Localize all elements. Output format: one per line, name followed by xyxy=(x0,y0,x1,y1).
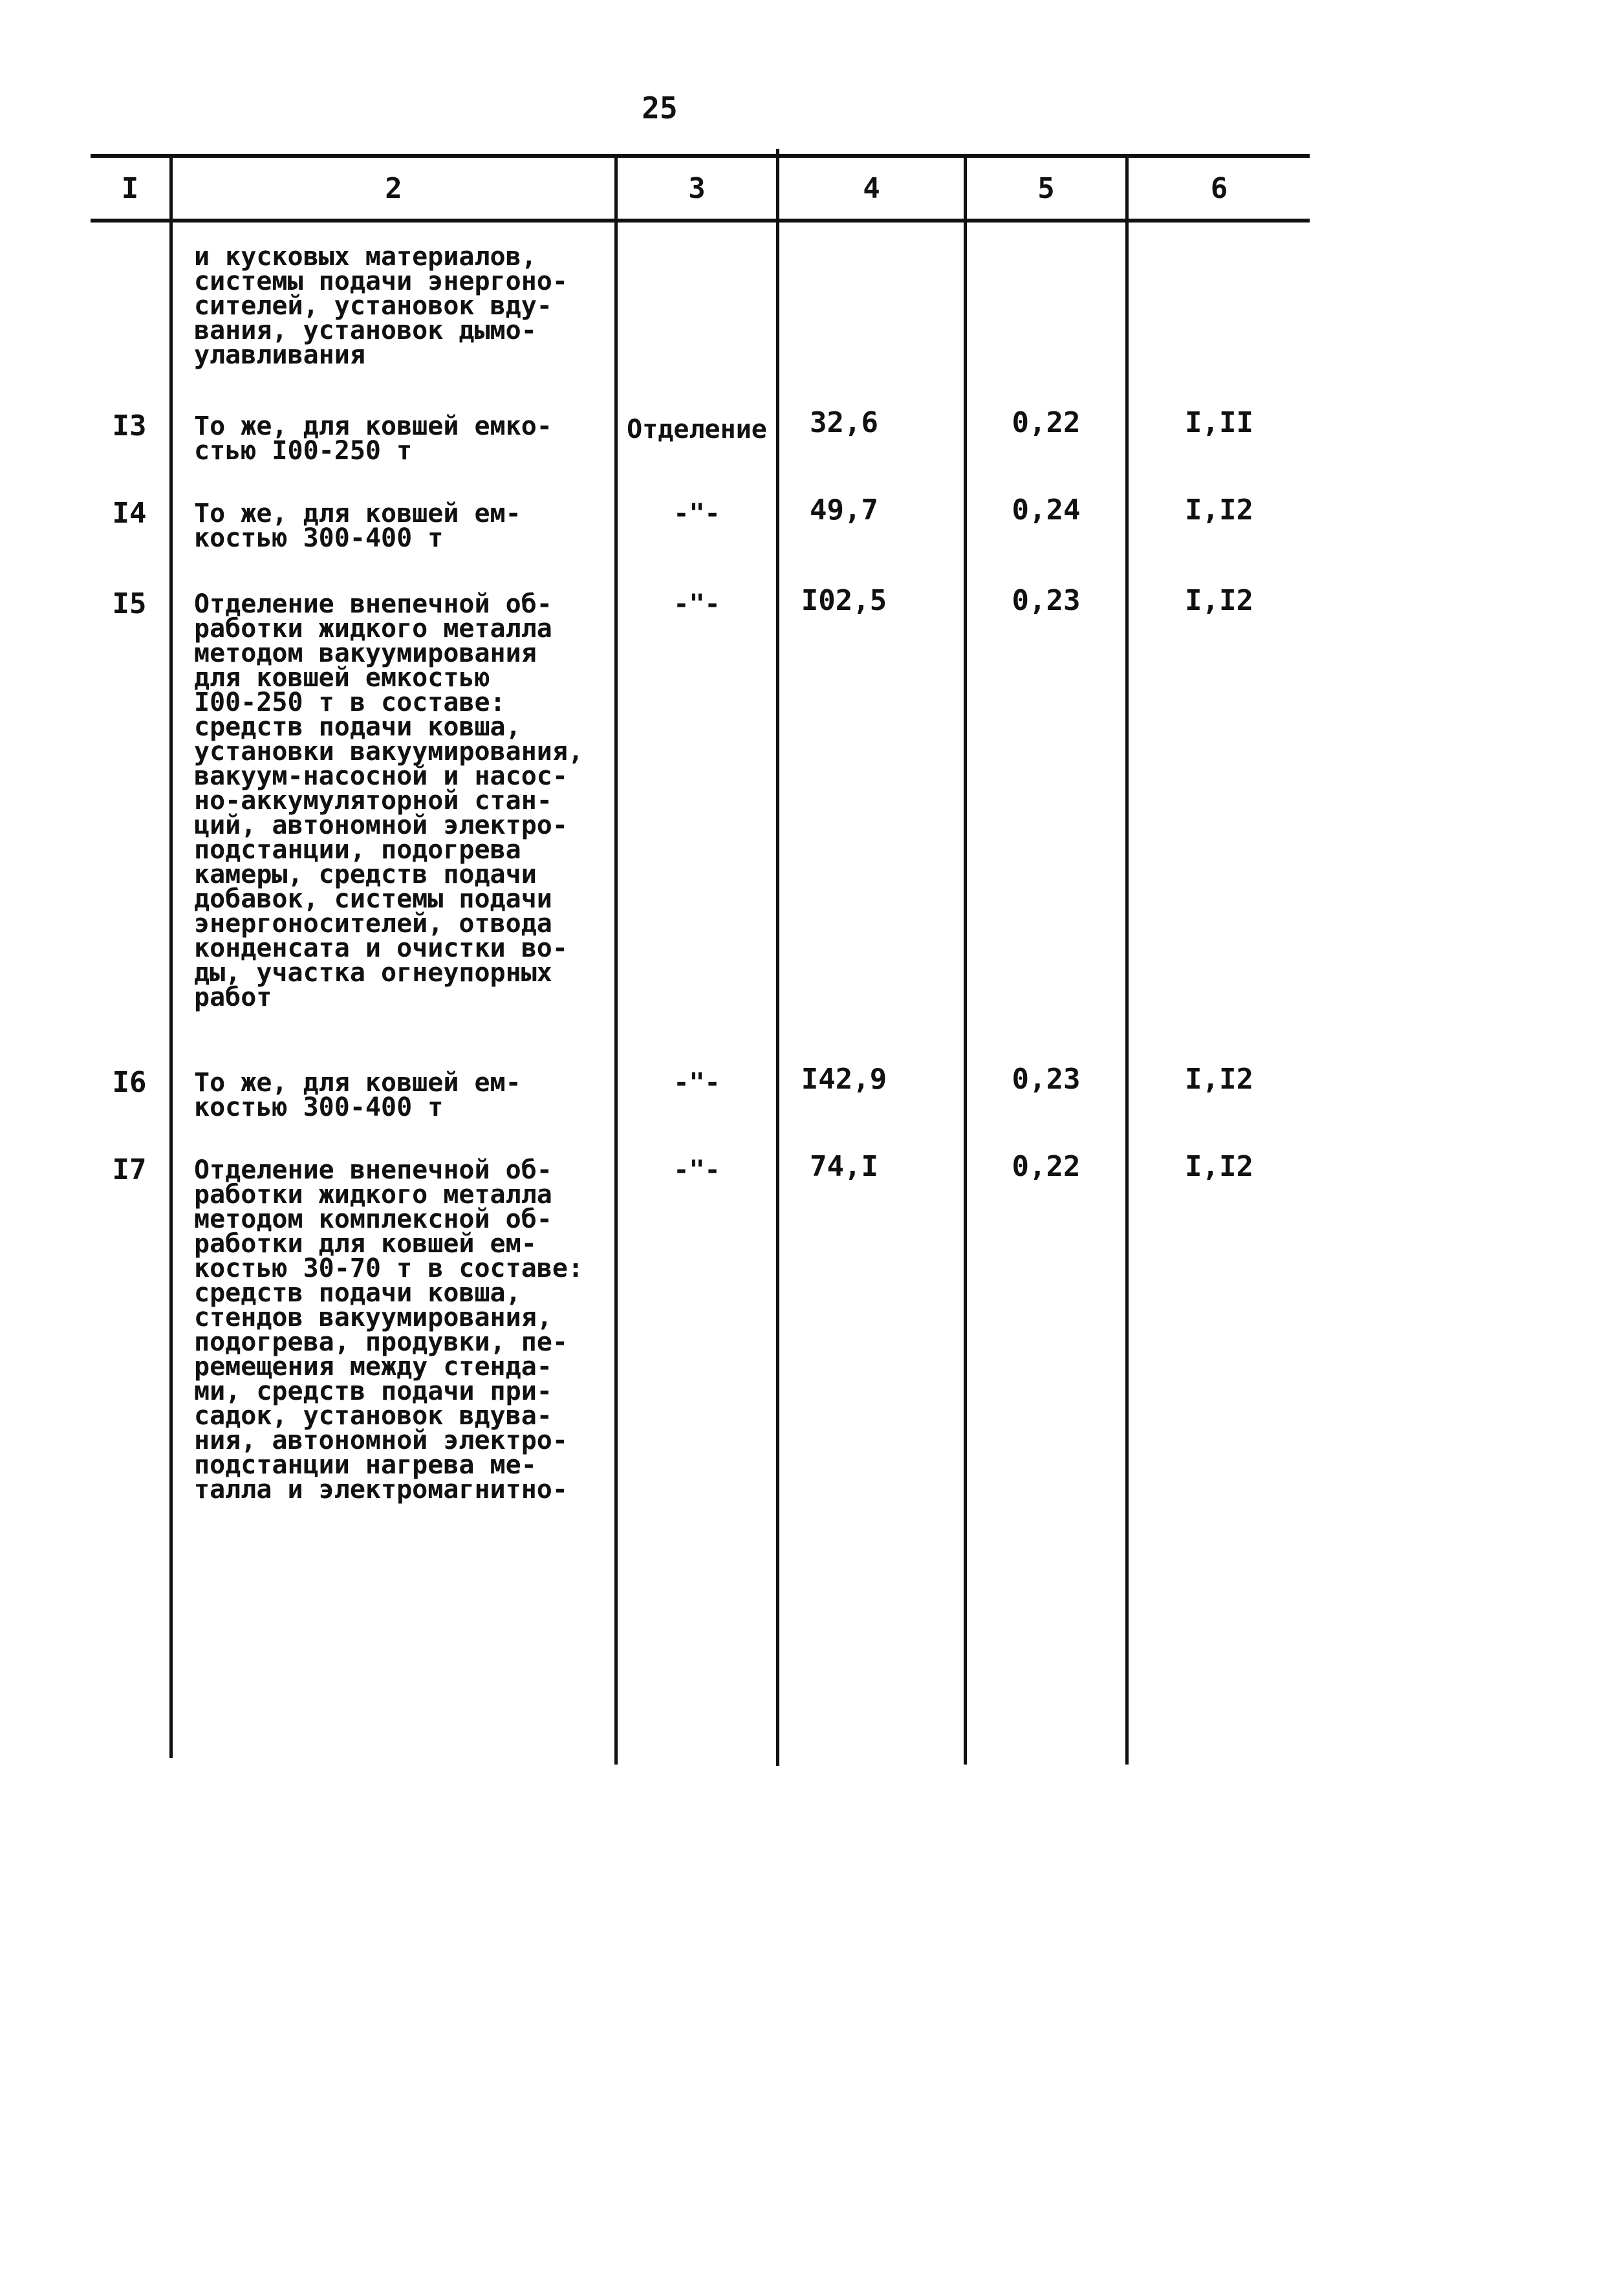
row-value-col6: I,II xyxy=(1185,406,1253,439)
row-value-col6: I,I2 xyxy=(1185,584,1253,617)
row-value-col5: 0,23 xyxy=(1012,1063,1081,1096)
row-unit: -"- xyxy=(673,1155,720,1185)
column-header-5: 5 xyxy=(1037,172,1055,205)
row-value-col5: 0,22 xyxy=(1012,406,1081,439)
row-description: То же, для ковшей емко- стью I00-250 т xyxy=(194,411,552,466)
page-number: 25 xyxy=(642,91,678,125)
row-value-col4: 74,I xyxy=(810,1150,878,1183)
row-description: Отделение внепечной об- работки жидкого металла методом комплексной об- работки для ковшей ем- костью 30-70 т в составе: средств подачи ковша, стендов вакуумирования, подогрева, продувки, пе- ремещения между стенда- ми, средств подачи при- садок, установок вдува- ния, автономной электро- подстанции нагрева ме- талла и электромагнитно- xyxy=(194,1155,584,1505)
column-header-2: 2 xyxy=(385,172,402,205)
row-value-col6: I,I2 xyxy=(1185,1063,1253,1096)
column-divider-3 xyxy=(776,149,779,1766)
row-value-col6: I,I2 xyxy=(1185,494,1253,527)
row-description: Отделение внепечной об- работки жидкого металла методом вакуумирования для ковшей емкостью I00-250 т в составе: средств подачи ковша, установки вакуумирования, вакуум-насосной и насос- но-аккумуляторной стан- ций, автономной электро- подстанции, подогрева камеры, средств подачи добавок, системы подачи энергоносителей, отвода конденсата и очистки во- ды, участка огнеупорных работ xyxy=(194,589,584,1012)
column-divider-2 xyxy=(614,154,618,1765)
row-description: То же, для ковшей ем- костью 300-400 т xyxy=(194,499,521,553)
row-unit: -"- xyxy=(673,589,720,619)
row-number: I3 xyxy=(112,409,147,442)
column-header-1: I xyxy=(121,172,139,205)
row-unit: -"- xyxy=(673,1068,720,1098)
row-value-col5: 0,22 xyxy=(1012,1150,1081,1183)
column-divider-1 xyxy=(169,154,173,1758)
row-number: I6 xyxy=(112,1066,147,1099)
row-unit: -"- xyxy=(673,499,720,528)
column-header-4: 4 xyxy=(863,172,880,205)
row-value-col6: I,I2 xyxy=(1185,1150,1253,1183)
row-value-col5: 0,24 xyxy=(1012,494,1081,527)
row-number: I7 xyxy=(112,1153,147,1186)
column-divider-4 xyxy=(964,154,967,1765)
row-value-col4: I42,9 xyxy=(801,1063,887,1096)
column-header-3: 3 xyxy=(688,172,706,205)
row-unit: Отделение xyxy=(627,415,767,444)
column-divider-5 xyxy=(1125,154,1129,1765)
row-description: То же, для ковшей ем- костью 300-400 т xyxy=(194,1068,521,1122)
row-number: I5 xyxy=(112,587,147,620)
row-number: I4 xyxy=(112,497,147,530)
row-value-col5: 0,23 xyxy=(1012,584,1081,617)
continuation-text: и кусковых материалов, системы подачи энергоно- сителей, установок вду- вания, установок дымо- улавливания xyxy=(194,242,568,370)
row-value-col4: 49,7 xyxy=(810,494,878,527)
row-value-col4: 32,6 xyxy=(810,406,878,439)
row-value-col4: I02,5 xyxy=(801,584,887,617)
column-header-6: 6 xyxy=(1210,172,1228,205)
